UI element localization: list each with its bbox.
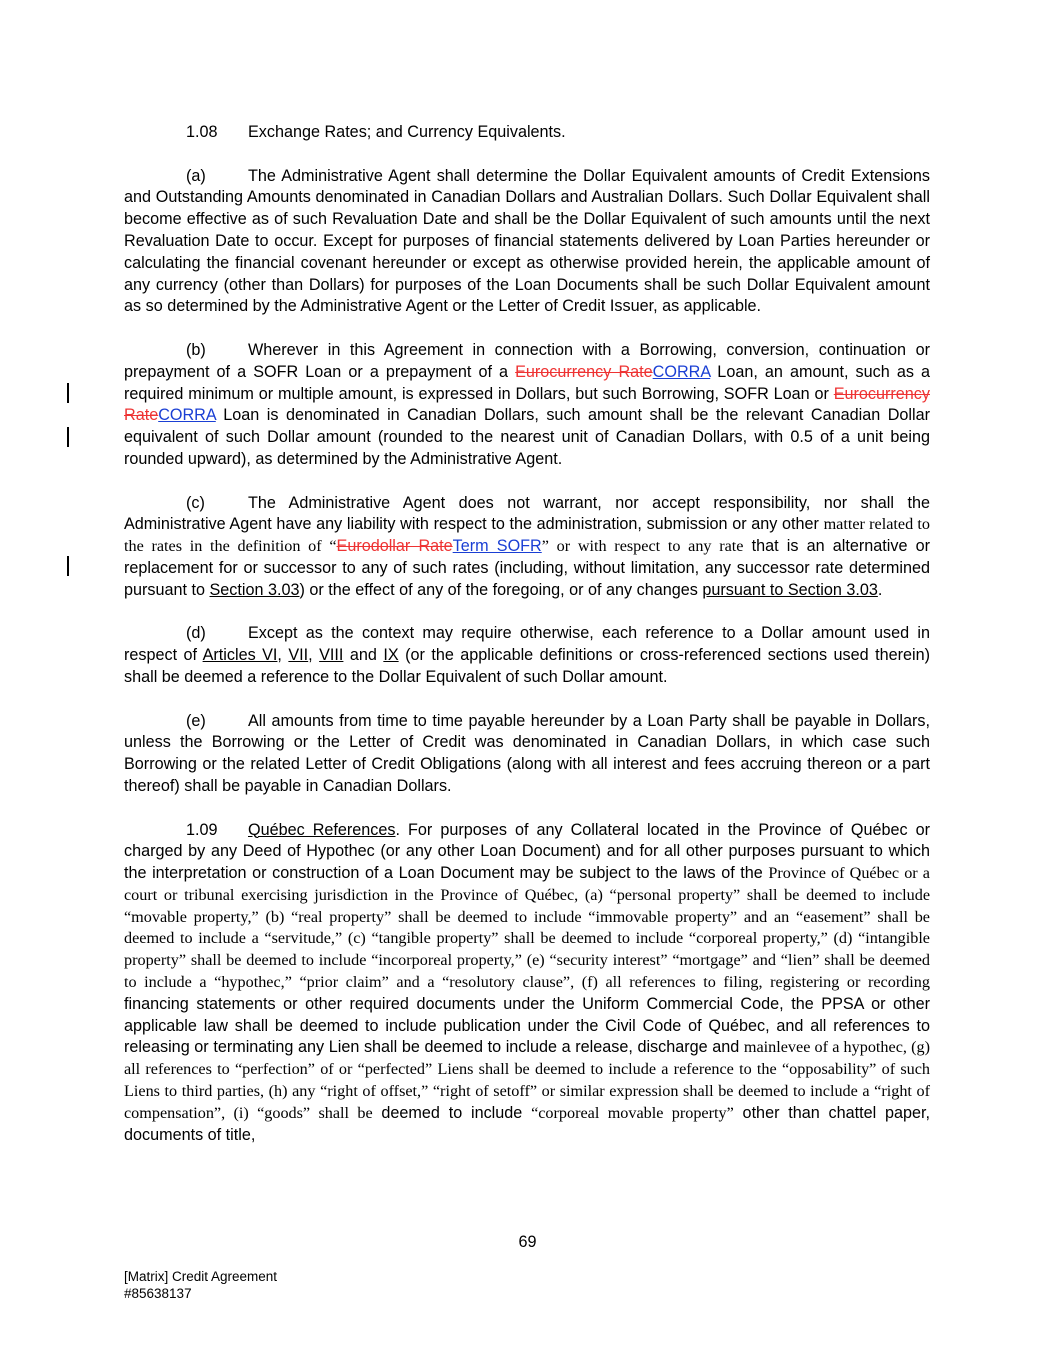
section-1-09: 1.09 Québec References. For purposes of any Collateral located in the Province of Québec or charged by any Deed of Hypothec (or any other Loan Document) and for all other purposes pursuant to which the interpretation or construction of a Loan Document may be subject to the laws of the Province of Québec or a court or tribunal exercising jurisdiction in the Province of Québec, (a) “personal property” shall be deemed to include “movable property,” (b) “real property” shall be deemed to include “immovable property” and an “easement” shall be deemed to include a “servitude,” (c) “tangible property” shall be deemed to include “corporeal property,” (d) “intangible property” shall be deemed to include “incorporeal property,” (e) “security interest” “mortgage” and “lien” shall be deemed to include a “hypothec,” “prior claim” and a “resolutory clause”, (f) all references to filing, registering or recording financing statements or other required documents under the Uniform Commercial Code, the PPSA or other applicable law shall be deemed to include publication under the Civil Code of Québec, and all references to releasing or terminating any Lien shall be deemed to include a release, discharge and mainlevee of a hypothec, (g) all references to “perfection” of or “perfected” Liens shall be deemed to include a reference to the “opposability” of such Liens to third parties, (h) any “right of offset,” “right of setoff” or similar expression shall be deemed to include a “right of compensation”, (i) “goods” shall be deemed to include “corporeal movable property” other than chattel paper, documents of title, (124, 820, 930, 1144)
change-bar (67, 383, 69, 403)
footer-title: [Matrix] Credit Agreement (124, 1269, 278, 1284)
footer-doc-id: #85638137 (124, 1286, 192, 1301)
deleted-text: Eurocurrency Rate (124, 384, 930, 425)
inserted-text: CORRA (652, 362, 711, 381)
footer (124, 1268, 277, 1302)
change-bar (67, 427, 69, 447)
paragraph-e: (e) All amounts from time to time payable hereunder by a Loan Party shall be payable in Dollars, unless the Borrowing or the Letter of Credit was denominated in Canadian Dollars, in which case such Borrowing or the related Letter of Credit Obligations (along with all interest and fees accruing thereon or a part thereof) shall be payable in Canadian Dollars. (124, 711, 930, 795)
section-1-08-heading: 1.08 Exchange Rates; and Currency Equivalents. (186, 123, 566, 141)
paragraph-a: (a) The Administrative Agent shall determine the Dollar Equivalent amounts of Credit Extensions and Outstanding Amounts denominated in Canadian Dollars and Australian Dollars. Such Dollar Equivalent shall become effective as of such Revaluation Date and shall be the Dollar Equivalent of such amounts until the next Revaluation Date to occur. Except for purposes of financial statements delivered by Loan Parties hereunder or calculating the financial covenant hereunder or except as otherwise provided herein, the applicable amount of any currency (other than Dollars) for purposes of the Loan Documents shall be such Dollar Equivalent amount as so determined by the Administrative Agent or the Letter of Credit Issuer, as applicable. (124, 166, 930, 316)
cross-reference-link[interactable]: IX (383, 646, 399, 665)
section-title: Québec References (248, 820, 396, 839)
paragraph-b: (b) Wherever in this Agreement in connection with a Borrowing, conversion, continuation or prepayment of a SOFR Loan or a prepayment of a Eurocurrency RateCORRA Loan, an amount, such as a required minimum or multiple amount, is expressed in Dollars, but such Borrowing, SOFR Loan or Eurocurrency RateCORRA Loan is denominated in Canadian Dollars, such amount shall be the relevant Canadian Dollar equivalent of such Dollar amount (rounded to the nearest unit of Canadian Dollars, with 0.5 of a unit being rounded upward), as determined by the Administrative Agent. (124, 340, 930, 468)
cross-reference-link[interactable]: VIII (319, 646, 344, 665)
cross-reference-link[interactable]: Section 3.03 (209, 580, 300, 599)
inserted-text: Term SOFR (452, 537, 542, 556)
page-body (124, 122, 930, 1146)
deleted-text: Eurodollar Rate (336, 537, 453, 556)
cross-reference-link[interactable]: Articles VI (202, 646, 278, 665)
paragraph-d: (d) Except as the context may require otherwise, each reference to a Dollar amount used in respect of Articles VI, VII, VIII and IX (or the applicable definitions or cross-referenced sections used therein) shall be deemed a reference to the Dollar Equivalent of such Dollar amount. (124, 624, 930, 686)
inserted-text: CORRA (158, 406, 216, 425)
cross-reference-link[interactable]: VII (288, 646, 309, 665)
paragraph-c: (c) The Administrative Agent does not warrant, nor accept responsibility, nor shall the Administrative Agent have any liability with respect to the administration, submission or any other matter related to the rates in the definition of “Eurodollar RateTerm SOFR” or with respect to any rate that is an alternative or replacement for or successor to any of such rates (including, without limitation, any successor rate determined pursuant to Section 3.03) or the effect of any of the foregoing, or of any changes pursuant to Section 3.03. (124, 493, 930, 599)
page-number: 69 (518, 1233, 537, 1251)
cross-reference-link[interactable]: pursuant to Section 3.03 (702, 580, 878, 599)
deleted-text: Eurocurrency Rate (515, 362, 653, 381)
change-bar (67, 556, 69, 576)
